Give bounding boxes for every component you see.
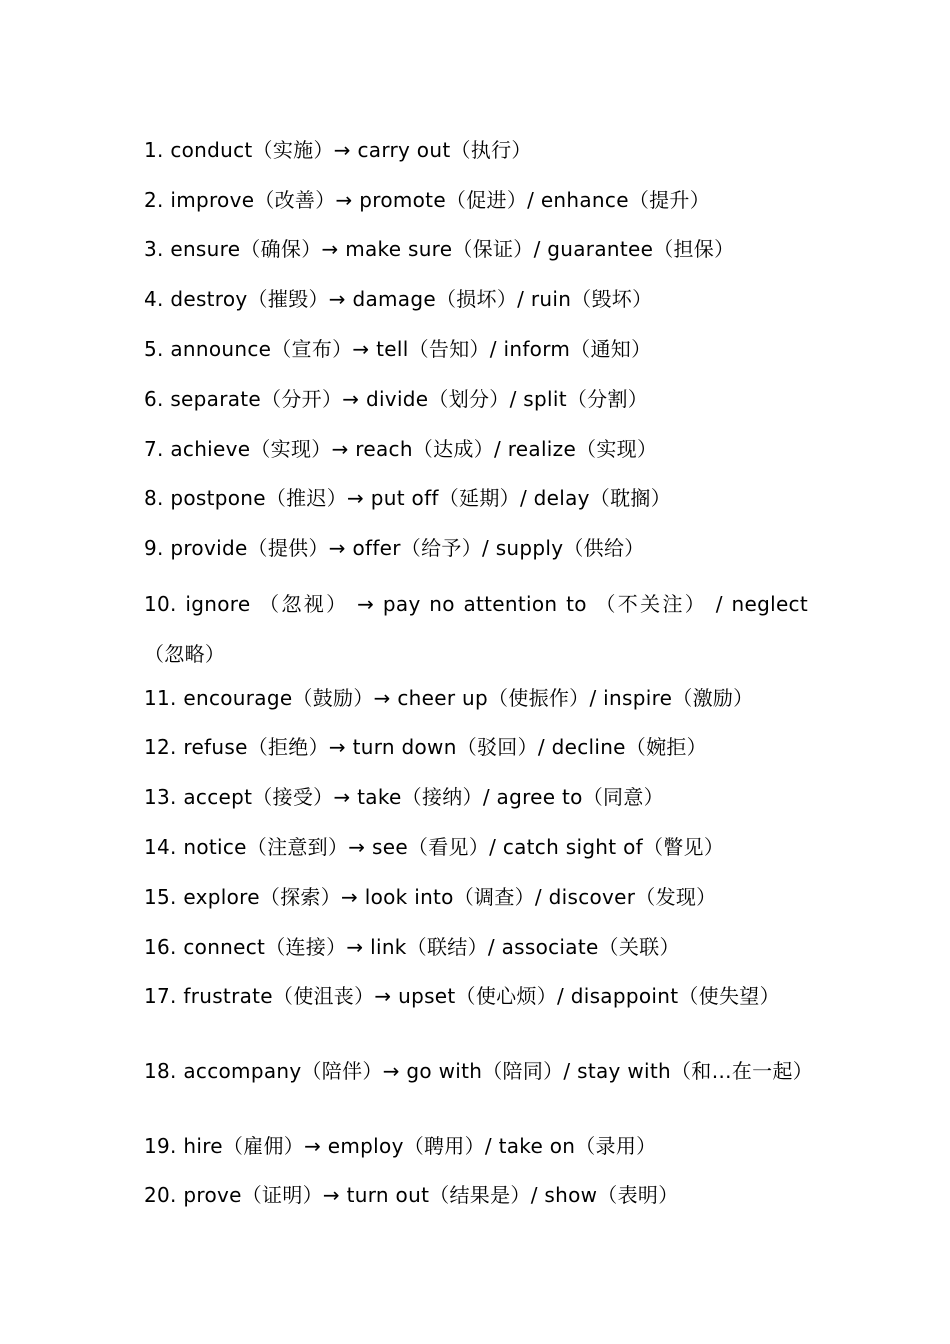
vocab-entry-13: 13. accept（接受）→ take（接纳）/ agree to（同意）: [144, 785, 664, 809]
vocab-entry-7: 7. achieve（实现）→ reach（达成）/ realize（实现）: [144, 437, 658, 461]
vocab-entry-16: 16. connect（连接）→ link（联结）/ associate（关联）: [144, 935, 680, 959]
vocab-entry-5: 5. announce（宣布）→ tell（告知）/ inform（通知）: [144, 337, 652, 361]
vocab-entry-3: 3. ensure（确保）→ make sure（保证）/ guarantee（担保）: [144, 237, 735, 261]
vocab-entry-8: 8. postpone（推迟）→ put off（延期）/ delay（耽搁）: [144, 486, 671, 510]
vocab-entry-15: 15. explore（探索）→ look into（调查）/ discover（发现）: [144, 885, 717, 909]
vocab-entry-12: 12. refuse（拒绝）→ turn down（驳回）/ decline（婉拒）: [144, 735, 707, 759]
vocab-entry-6: 6. separate（分开）→ divide（划分）/ split（分割）: [144, 387, 649, 411]
vocab-entry-14: 14. notice（注意到）→ see（看见）/ catch sight of（瞥见）: [144, 835, 725, 859]
vocab-entry-4: 4. destroy（摧毁）→ damage（损坏）/ ruin（毁坏）: [144, 287, 653, 311]
vocab-entry-19: 19. hire（雇佣）→ employ（聘用）/ take on（录用）: [144, 1134, 657, 1158]
vocab-entry-20: 20. prove（证明）→ turn out（结果是）/ show（表明）: [144, 1183, 679, 1207]
vocab-entry-10: 10. ignore （忽视） → pay no attention to （不关注） / neglect（忽略）: [144, 592, 808, 666]
vocab-entry-2: 2. improve（改善）→ promote（促进）/ enhance（提升）: [144, 188, 711, 212]
vocab-entry-1: 1. conduct（实施）→ carry out（执行）: [144, 138, 532, 162]
vocab-entry-17: 17. frustrate（使沮丧）→ upset（使心烦）/ disappoint（使失望）: [144, 984, 780, 1008]
vocab-entry-9: 9. provide（提供）→ offer（给予）/ supply（供给）: [144, 536, 645, 560]
vocab-entry-18: 18. accompany（陪伴）→ go with（陪同）/ stay with（和…在一起）: [144, 1059, 814, 1083]
vocab-entry-11: 11. encourage（鼓励）→ cheer up（使振作）/ inspire（激励）: [144, 686, 754, 710]
